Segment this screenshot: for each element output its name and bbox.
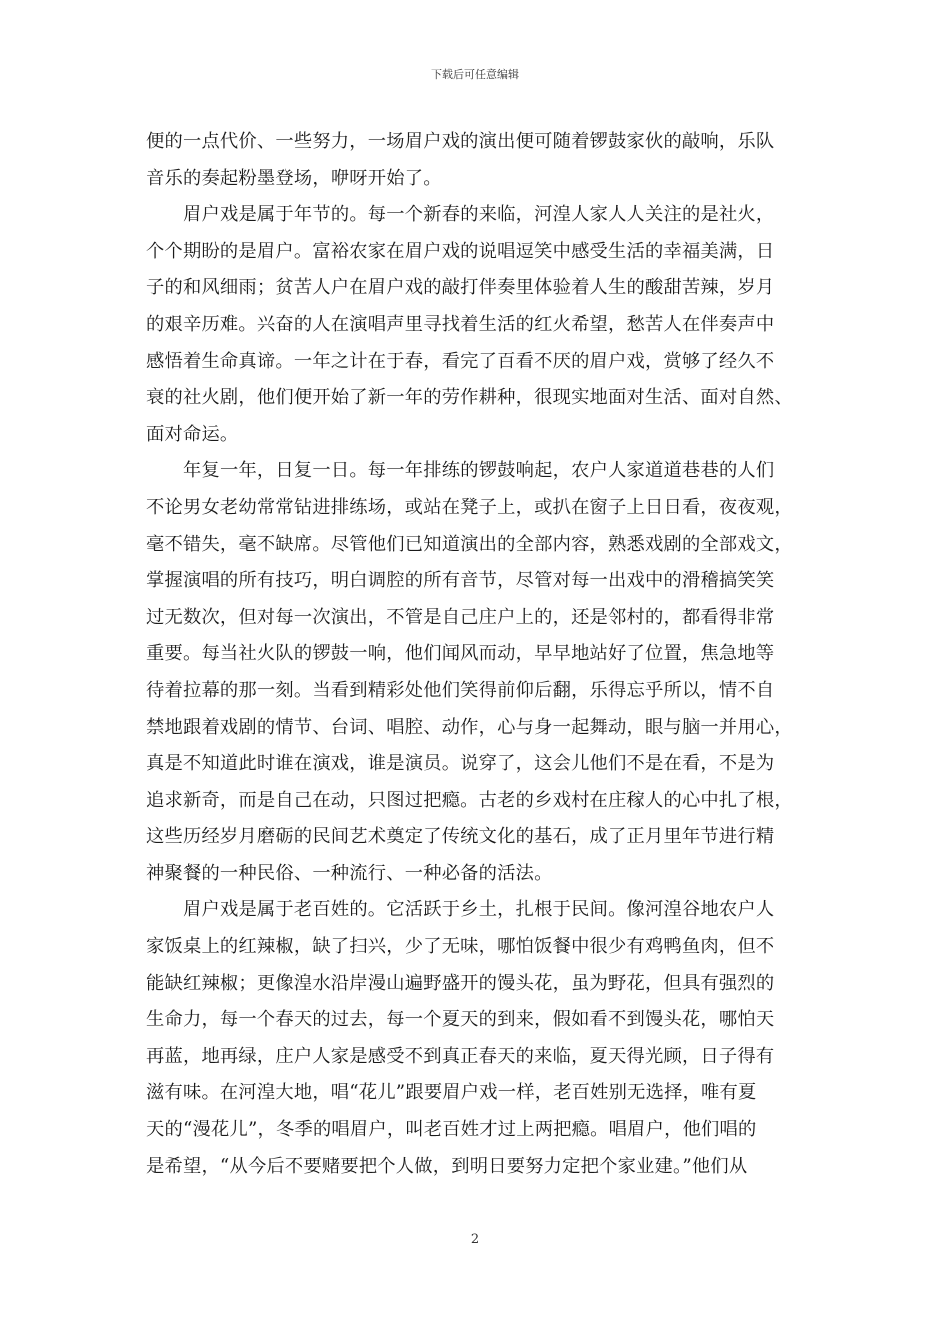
text-line: 神聚餐的一种民俗、一种流行、一种必备的活法。 — [146, 862, 553, 884]
text-line: 年复一年，日复一日。每一年排练的锣鼓响起，农户人家道道巷巷的人们 — [183, 460, 775, 482]
document-body — [146, 124, 822, 1185]
text-line: 待着拉幕的那一刻。当看到精彩处他们笑得前仰后翻，乐得忘乎所以，情不自 — [146, 679, 775, 701]
text-line: 生命力，每一个春天的过去，每一个夏天的到来，假如看不到馒头花，哪怕天 — [146, 1009, 775, 1031]
text-line: 重要。每当社火队的锣鼓一响，他们闻风而动，早早地站好了位置，焦急地等 — [146, 643, 775, 665]
text-line: 毫不错失，毫不缺席。尽管他们已知道演出的全部内容，熟悉戏剧的全部戏文， — [146, 533, 793, 555]
text-line: 不论男女老幼常常钻进排练场，或站在凳子上，或扒在窗子上日日看，夜夜观， — [146, 496, 793, 518]
page-number: 2 — [470, 1232, 480, 1247]
text-line: 面对命运。 — [146, 423, 239, 445]
text-line: 便的一点代价、一些努力，一场眉户戏的演出便可随着锣鼓家伙的敲响，乐队 — [146, 131, 775, 152]
text-line: 再蓝，地再绿，庄户人家是感受不到真正春天的来临，夏天得光顾，日子得有 — [146, 1045, 775, 1067]
text-line: 音乐的奏起粉墨登场，咿呀开始了。 — [146, 167, 442, 189]
text-line: 能缺红辣椒；更像湟水沿岸漫山遍野盛开的馒头花，虽为野花，但具有强烈的 — [146, 972, 775, 994]
text-line: 禁地跟着戏剧的情节、台词、唱腔、动作，心与身一起舞动，眼与脑一并用心， — [146, 716, 793, 738]
text-line: 滋有味。在河湟大地，唱“花儿”跟要眉户戏一样，老百姓别无选择，唯有夏 — [146, 1082, 757, 1104]
text-line: 的艰辛历难。兴奋的人在演唱声里寻找着生活的红火希望，愁苦人在伴奏声中 — [146, 313, 775, 335]
text-line: 家饭桌上的红辣椒，缺了扫兴，少了无味，哪怕饭餐中很少有鸡鸭鱼肉，但不 — [146, 936, 775, 958]
text-line: 个个期盼的是眉户。富裕农家在眉户戏的说唱逗笑中感受生活的幸福美满，日 — [146, 240, 775, 262]
text-line: 眉户戏是属于年节的。每一个新春的来临，河湟人家人人关注的是社火， — [183, 204, 775, 226]
text-line: 这些历经岁月磨砺的民间艺术奠定了传统文化的基石，成了正月里年节进行精 — [146, 826, 775, 848]
text-line: 衰的社火剧，他们便开始了新一年的劳作耕种，很现实地面对生活、面对自然、 — [146, 387, 793, 409]
text-line: 追求新奇，而是自己在动，只图过把瘾。古老的乡戏村在庄稼人的心中扎了根， — [146, 789, 793, 811]
text-line: 子的和风细雨；贫苦人户在眉户戏的敲打伴奏里体验着人生的酸甜苦辣，岁月 — [146, 277, 775, 299]
page-header: 下载后可任意编辑 — [431, 68, 519, 81]
text-line: 是希望，“从今后不要赌要把个人做，到明日要努力定把个家业建。”他们从 — [146, 1155, 748, 1177]
text-line: 感悟着生命真谛。一年之计在于春，看完了百看不厌的眉户戏，赏够了经久不 — [146, 350, 775, 372]
text-line: 掌握演唱的所有技巧，明白调腔的所有音节，尽管对每一出戏中的滑稽搞笑笑 — [146, 570, 775, 592]
text-line: 天的“漫花儿”，冬季的唱眉户，叫老百姓才过上两把瘾。唱眉户，他们唱的 — [146, 1119, 757, 1141]
text-line: 真是不知道此时谁在演戏，谁是演员。说穿了，这会儿他们不是在看，不是为 — [146, 753, 775, 775]
text-line: 眉户戏是属于老百姓的。它活跃于乡土，扎根于民间。像河湟谷地农户人 — [183, 899, 775, 921]
text-line: 过无数次，但对每一次演出，不管是自己庄户上的，还是邻村的，都看得非常 — [146, 606, 775, 628]
